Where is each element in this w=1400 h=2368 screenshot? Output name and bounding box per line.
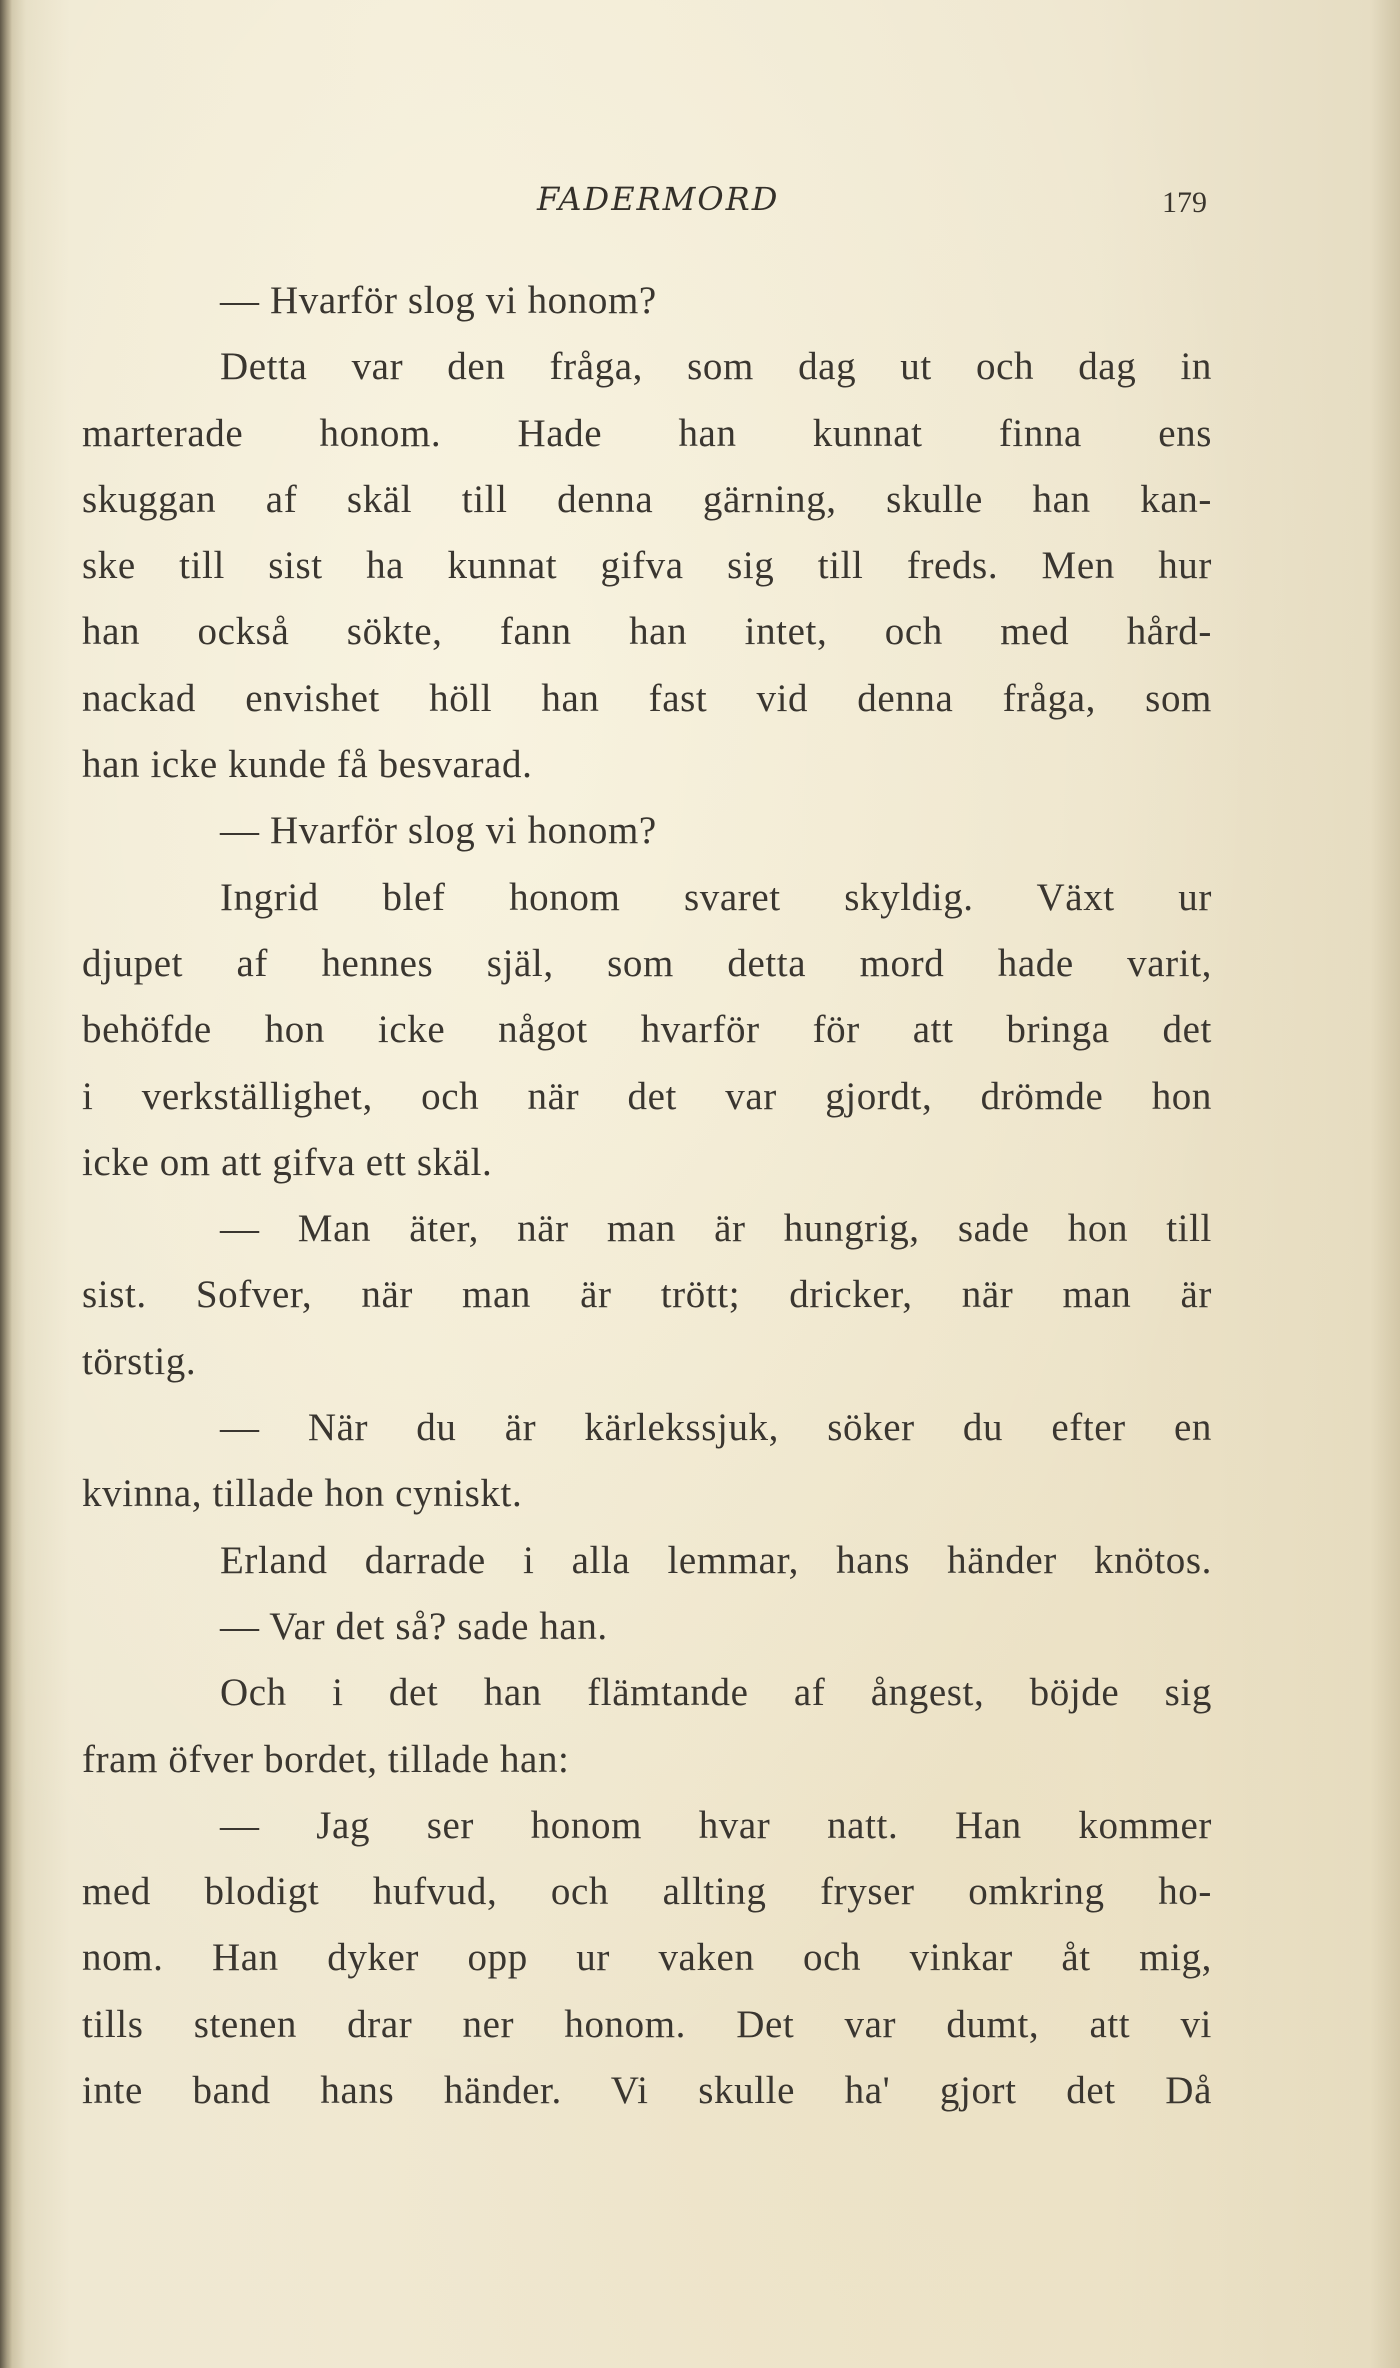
running-head-title: FADERMORD [537, 180, 780, 218]
text-line: han icke kunde få besvarad. [82, 743, 533, 787]
text-line: — Hvarför slog vi honom? [220, 279, 657, 322]
text-line: kvinna, tillade hon cyniskt. [82, 1472, 523, 1516]
text-line: nackad envishet höll han fast vid denna fråga, som [82, 676, 1212, 720]
binding-edge [0, 0, 12, 2368]
text-line: Och i det han flämtande af ångest, böjde sig [220, 1671, 1212, 1715]
text-line: Erland darrade i alla lemmar, hans händer knötos. [220, 1538, 1212, 1582]
text-line: tills stenen drar ner honom. Det var dumt, att vi [82, 2002, 1212, 2046]
text-line: Detta var den fråga, som dag ut och dag in [220, 345, 1212, 389]
text-line: skuggan af skäl till denna gärning, skulle han kan- [82, 477, 1212, 521]
text-line: fram öfver bordet, tillade han: [82, 1737, 570, 1781]
text-line: behöfde hon icke något hvarför för att bringa det [82, 1008, 1212, 1052]
text-line: ske till sist ha kunnat gifva sig till freds. Men hur [82, 544, 1212, 588]
text-line: icke om att gifva ett skäl. [82, 1140, 493, 1184]
text-line: törstig. [82, 1339, 197, 1383]
running-head [0, 180, 1400, 228]
text-line: marterade honom. Hade han kunnat finna ens [82, 411, 1212, 455]
page-number: 179 [1162, 186, 1207, 219]
text-line: — Hvarför slog vi honom? [220, 809, 657, 853]
text-line: nom. Han dyker opp ur vaken och vinkar åt mig, [82, 1936, 1212, 1980]
body-text [82, 268, 1212, 2124]
text-line: Ingrid blef honom svaret skyldig. Växt ur [220, 875, 1212, 919]
text-line: med blodigt hufvud, och allting fryser omkring ho- [82, 1870, 1212, 1914]
text-line: djupet af hennes själ, som detta mord hade varit, [82, 941, 1212, 985]
text-line: han också sökte, fann han intet, och med hård- [82, 610, 1212, 654]
text-line: — Jag ser honom hvar natt. Han kommer [220, 1803, 1212, 1847]
text-line: sist. Sofver, när man är trött; dricker, när man är [82, 1273, 1212, 1317]
text-line: — När du är kärlekssjuk, söker du efter en [220, 1406, 1212, 1450]
text-line: i verkställighet, och när det var gjordt, drömde hon [82, 1074, 1212, 1118]
text-line: — Var det så? sade han. [220, 1604, 608, 1648]
text-line: — Man äter, när man är hungrig, sade hon till [220, 1207, 1212, 1251]
text-line: inte band hans händer. Vi skulle ha' gjort det Då [82, 2069, 1212, 2113]
